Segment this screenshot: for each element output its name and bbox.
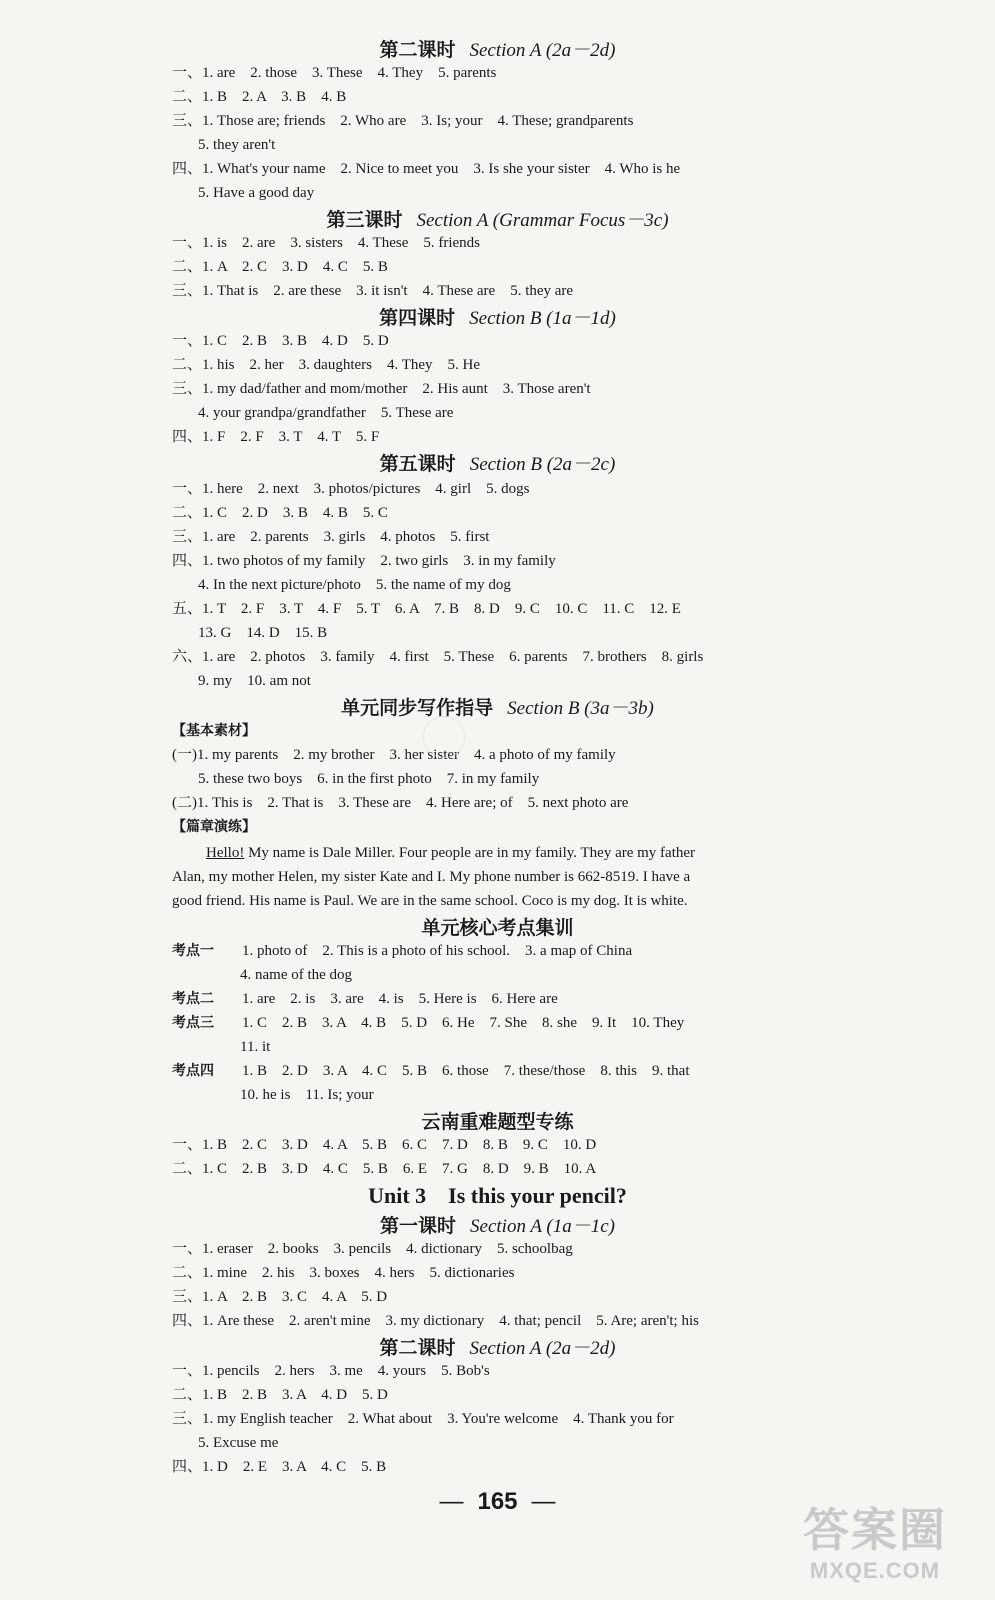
essay-text: My name is Dale Miller. Four people are in my family. They are my father (244, 845, 696, 861)
watermark-title: 答案圈 (803, 1504, 947, 1556)
answer-line-continued: 5. these two boys 6. in the first photo 7. in my family (198, 771, 540, 787)
section-label: Section A (1a－1c) (470, 1216, 615, 1237)
answer-line: 四、1. Are these 2. aren't mine 3. my dictionary 4. that; pencil 5. Are; aren't; his (172, 1313, 699, 1329)
unit-title: Unit 3 Is this your pencil? (368, 1183, 627, 1208)
exam-point-line (172, 940, 972, 962)
essay-opening: Hello! (206, 845, 245, 861)
exam-point-line (172, 988, 972, 1010)
watermark-logo (775, 1502, 975, 1592)
section-heading (0, 38, 995, 63)
answer-line: 二、1. C 2. B 3. D 4. C 5. B 6. E 7. G 8. D 9. B 10. A (172, 1161, 597, 1177)
essay-line: good friend. His name is Paul. We are in the same school. Coco is my dog. It is white. (172, 893, 688, 909)
section-heading (0, 1336, 995, 1361)
answer-line: 一、1. B 2. C 3. D 4. A 5. B 6. C 7. D 8. B 9. C 10. D (172, 1137, 597, 1153)
answer-line: 二、1. A 2. C 3. D 4. C 5. B (172, 259, 388, 275)
answer-line-continued: 5. they aren't (198, 137, 276, 153)
answer-line-continued: 4. your grandpa/grandfather 5. These are (198, 405, 454, 421)
page-dash-right: — (531, 1488, 556, 1515)
faint-stamp-mark (423, 716, 465, 758)
answer-line: 三、1. Those are; friends 2. Who are 3. Is; your 4. These; grandparents (172, 113, 634, 129)
exam-point-label: 考点一 (172, 943, 214, 959)
page-dash-left: — (439, 1488, 464, 1515)
answer-text: 1. B 2. D 3. A 4. C 5. B 6. those 7. these/those 8. this 9. that (242, 1063, 690, 1079)
answer-line: 四、1. D 2. E 3. A 4. C 5. B (172, 1459, 387, 1475)
answer-line: 四、1. F 2. F 3. T 4. T 5. F (172, 429, 380, 445)
section-label: Section B (1a－1d) (469, 308, 616, 329)
lesson-title: 第四课时 (379, 307, 456, 329)
section-label: Section A (2a－2d) (469, 40, 616, 61)
page-number-value: 165 (477, 1488, 518, 1515)
section-heading (0, 916, 995, 941)
answer-line: 一、1. here 2. next 3. photos/pictures 4. girl 5. dogs (172, 481, 530, 497)
answer-line: 二、1. B 2. A 3. B 4. B (172, 89, 347, 105)
answer-line-continued: 13. G 14. D 15. B (198, 625, 328, 641)
essay-line (172, 842, 972, 864)
exam-point-line (172, 1060, 972, 1082)
answer-line: 二、1. his 2. her 3. daughters 4. They 5. He (172, 357, 481, 373)
section-heading (0, 1214, 995, 1239)
answer-line: 四、1. What's your name 2. Nice to meet you 3. Is she your sister 4. Who is he (172, 161, 681, 177)
answer-line: 一、1. pencils 2. hers 3. me 4. yours 5. Bob's (172, 1363, 490, 1379)
exam-point-label: 考点二 (172, 991, 214, 1007)
answer-line: 一、1. are 2. those 3. These 4. They 5. parents (172, 65, 497, 81)
answer-line: 三、1. my English teacher 2. What about 3. You're welcome 4. Thank you for (172, 1411, 674, 1427)
section-title: 云南重难题型专练 (421, 1111, 574, 1133)
answer-line-continued: 4. In the next picture/photo 5. the name of my dog (198, 577, 511, 593)
section-heading (0, 452, 995, 477)
answer-line: 二、1. C 2. D 3. B 4. B 5. C (172, 505, 388, 521)
answer-line: 三、1. my dad/father and mom/mother 2. His aunt 3. Those aren't (172, 381, 591, 397)
subsection-label: 【篇章演练】 (172, 819, 256, 835)
answer-line: 三、1. That is 2. are these 3. it isn't 4. These are 5. they are (172, 283, 574, 299)
answer-line: 二、1. B 2. B 3. A 4. D 5. D (172, 1387, 388, 1403)
answer-line-continued: 5. Have a good day (198, 185, 315, 201)
answer-line: 一、1. eraser 2. books 3. pencils 4. dictionary 5. schoolbag (172, 1241, 573, 1257)
lesson-title: 第二课时 (379, 1337, 456, 1359)
answer-line: (一)1. my parents 2. my brother 3. her sister 4. a photo of my family (172, 747, 616, 763)
answer-line: 一、1. is 2. are 3. sisters 4. These 5. friends (172, 235, 481, 251)
section-label: Section B (2a－2c) (469, 454, 616, 475)
section-heading (0, 1110, 995, 1135)
answer-line: 三、1. are 2. parents 3. girls 4. photos 5. first (172, 529, 490, 545)
answer-line-continued: 9. my 10. am not (198, 673, 311, 689)
section-title: 单元核心考点集训 (421, 917, 574, 939)
answer-text: 1. are 2. is 3. are 4. is 5. Here is 6. Here are (242, 991, 558, 1007)
answer-line-continued: 11. it (240, 1039, 271, 1055)
section-label: Section B (3a－3b) (507, 698, 654, 719)
answer-line: 二、1. mine 2. his 3. boxes 4. hers 5. dictionaries (172, 1265, 515, 1281)
lesson-title: 第一课时 (380, 1215, 457, 1237)
exam-point-line (172, 1012, 972, 1034)
answer-line-continued: 5. Excuse me (198, 1435, 279, 1451)
section-heading (0, 306, 995, 331)
section-heading (0, 696, 995, 721)
answer-line: (二)1. This is 2. That is 3. These are 4. Here are; of 5. next photo are (172, 795, 629, 811)
lesson-title: 第三课时 (326, 209, 403, 231)
exam-point-label: 考点四 (172, 1063, 214, 1079)
section-label: Section A (Grammar Focus－3c) (416, 210, 669, 231)
subsection-label: 【基本素材】 (172, 723, 256, 739)
answer-line: 一、1. C 2. B 3. B 4. D 5. D (172, 333, 389, 349)
answer-line-continued: 4. name of the dog (240, 967, 353, 983)
answer-line: 四、1. two photos of my family 2. two girls 3. in my family (172, 553, 556, 569)
lesson-title: 第五课时 (379, 453, 456, 475)
exam-point-label: 考点三 (172, 1015, 214, 1031)
section-label: Section A (2a－2d) (469, 1338, 616, 1359)
answer-line: 三、1. A 2. B 3. C 4. A 5. D (172, 1289, 388, 1305)
answer-line: 六、1. are 2. photos 3. family 4. first 5. These 6. parents 7. brothers 8. girls (172, 649, 704, 665)
essay-line: Alan, my mother Helen, my sister Kate and I. My phone number is 662-8519. I have a (172, 869, 691, 885)
answer-text: 1. C 2. B 3. A 4. B 5. D 6. He 7. She 8. she 9. It 10. They (242, 1015, 685, 1031)
answer-text: 1. photo of 2. This is a photo of his school. 3. a map of China (242, 943, 633, 959)
answer-line-continued: 10. he is 11. Is; your (240, 1087, 374, 1103)
watermark-url: MXQE.COM (809, 1558, 941, 1583)
section-heading (0, 208, 995, 233)
lesson-title: 单元同步写作指导 (341, 697, 494, 719)
answer-line: 五、1. T 2. F 3. T 4. F 5. T 6. A 7. B 8. D 9. C 10. C 11. C 12. E (172, 601, 681, 617)
lesson-title: 第二课时 (379, 39, 456, 61)
